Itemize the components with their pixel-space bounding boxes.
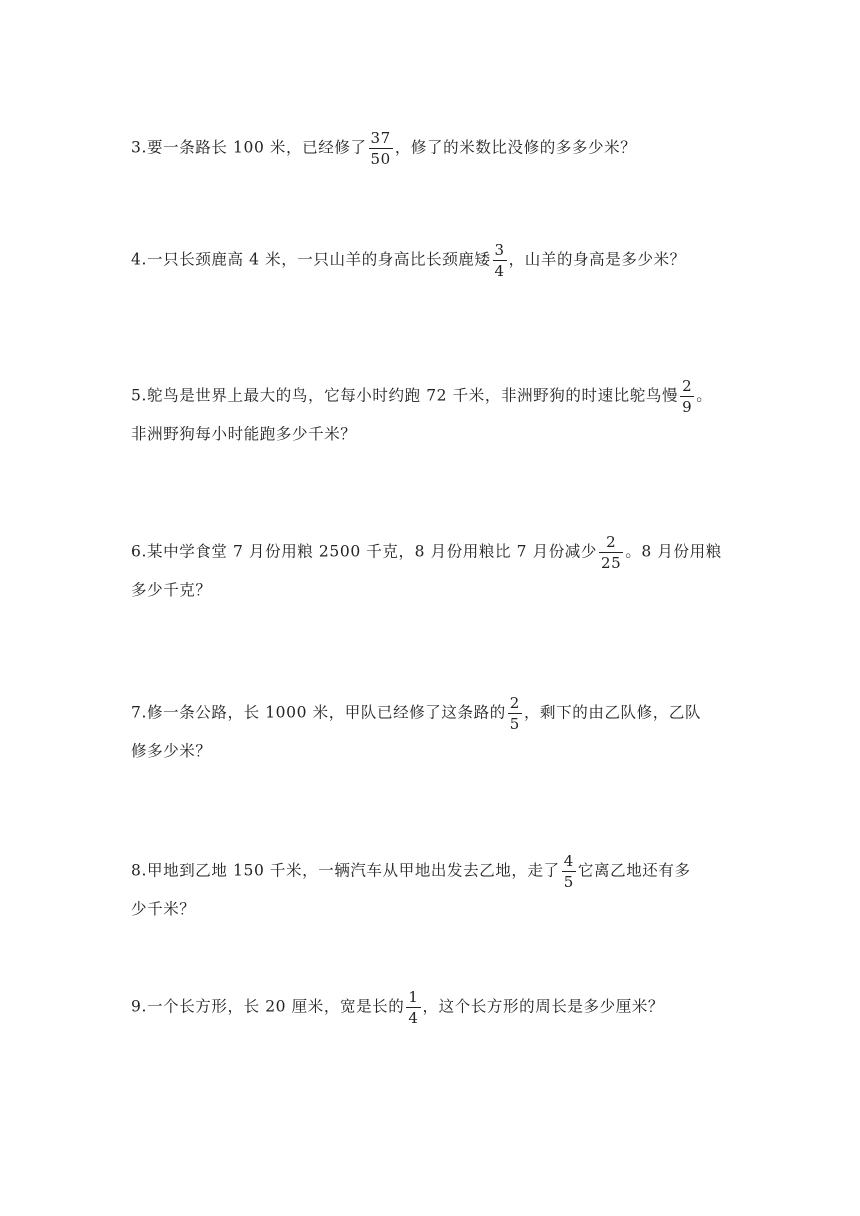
problem-text: ，修了的米数比没修的多多少米？: [394, 138, 637, 157]
problem-line: 非洲野狗每小时能跑多少千米？: [131, 425, 357, 443]
fraction: [508, 694, 522, 733]
problem-text: 4.一只长颈鹿高 4 米，一只山羊的身高比长颈鹿矮: [131, 250, 491, 269]
problem-line: 多少千克？: [131, 581, 212, 599]
problem-3: [131, 129, 741, 168]
fraction-numerator: 4: [563, 852, 574, 870]
fraction-denominator: 5: [563, 873, 574, 891]
fraction: [369, 129, 393, 168]
fraction-numerator: 2: [682, 377, 693, 395]
fraction-denominator: 9: [682, 398, 693, 416]
problem-4: [131, 241, 741, 280]
problem-text: ，山羊的身高是多少米？: [508, 250, 686, 269]
problem-5: [131, 377, 741, 452]
problem-line: [131, 694, 741, 733]
fraction-denominator: 50: [370, 150, 391, 168]
problem-text: 。: [696, 386, 713, 405]
problem-line: [131, 988, 741, 1027]
problem-line: 少千米？: [131, 900, 196, 918]
problem-text: 9.一个长方形，长 20 厘米，宽是长的: [131, 997, 405, 1016]
problem-text: 3.要一条路长 100 米，已经修了: [131, 138, 367, 157]
problem-text: 7.修一条公路，长 1000 米，甲队已经修了这条路的: [131, 703, 506, 722]
problem-6: [131, 533, 741, 608]
problem-text: 5.鸵鸟是世界上最大的鸟，它每小时约跑 72 千米，非洲野狗的时速比鸵鸟慢: [131, 386, 679, 405]
problem-line: [131, 129, 741, 168]
fraction-bar: [562, 871, 576, 872]
fraction-bar: [406, 1007, 420, 1008]
fraction: [562, 852, 576, 891]
problem-text: 。8 月份用粮: [625, 542, 722, 561]
fraction-bar: [599, 552, 623, 553]
problem-line: 修多少米？: [131, 742, 212, 760]
fraction-numerator: 1: [408, 988, 419, 1006]
problem-9: [131, 988, 741, 1027]
problem-7: [131, 694, 741, 769]
fraction-denominator: 5: [509, 715, 520, 733]
fraction-numerator: 3: [494, 241, 505, 259]
fraction-denominator: 25: [601, 554, 622, 572]
problem-line: [131, 241, 741, 280]
fraction-numerator: 2: [509, 694, 520, 712]
fraction-bar: [680, 396, 694, 397]
problem-text: 6.某中学食堂 7 月份用粮 2500 千克，8 月份用粮比 7 月份减少: [131, 542, 598, 561]
problem-line: [131, 852, 741, 891]
problem-text: ，这个长方形的周长是多少厘米？: [422, 997, 665, 1016]
fraction-denominator: 4: [408, 1009, 419, 1027]
fraction-numerator: 2: [606, 533, 617, 551]
fraction-denominator: 4: [494, 262, 505, 280]
fraction: [680, 377, 694, 416]
fraction: [599, 533, 623, 572]
problem-text: ，剩下的由乙队修，乙队: [523, 703, 702, 722]
problem-line: [131, 533, 741, 572]
problem-text: 它离乙地还有多: [577, 861, 691, 880]
problem-8: [131, 852, 741, 927]
fraction-bar: [493, 260, 507, 261]
problem-line: [131, 377, 741, 416]
problem-text: 8.甲地到乙地 150 千米，一辆汽车从甲地出发去乙地，走了: [131, 861, 560, 880]
fraction: [406, 988, 420, 1027]
fraction-numerator: 37: [370, 129, 391, 147]
fraction-bar: [508, 713, 522, 714]
fraction: [493, 241, 507, 280]
fraction-bar: [369, 148, 393, 149]
